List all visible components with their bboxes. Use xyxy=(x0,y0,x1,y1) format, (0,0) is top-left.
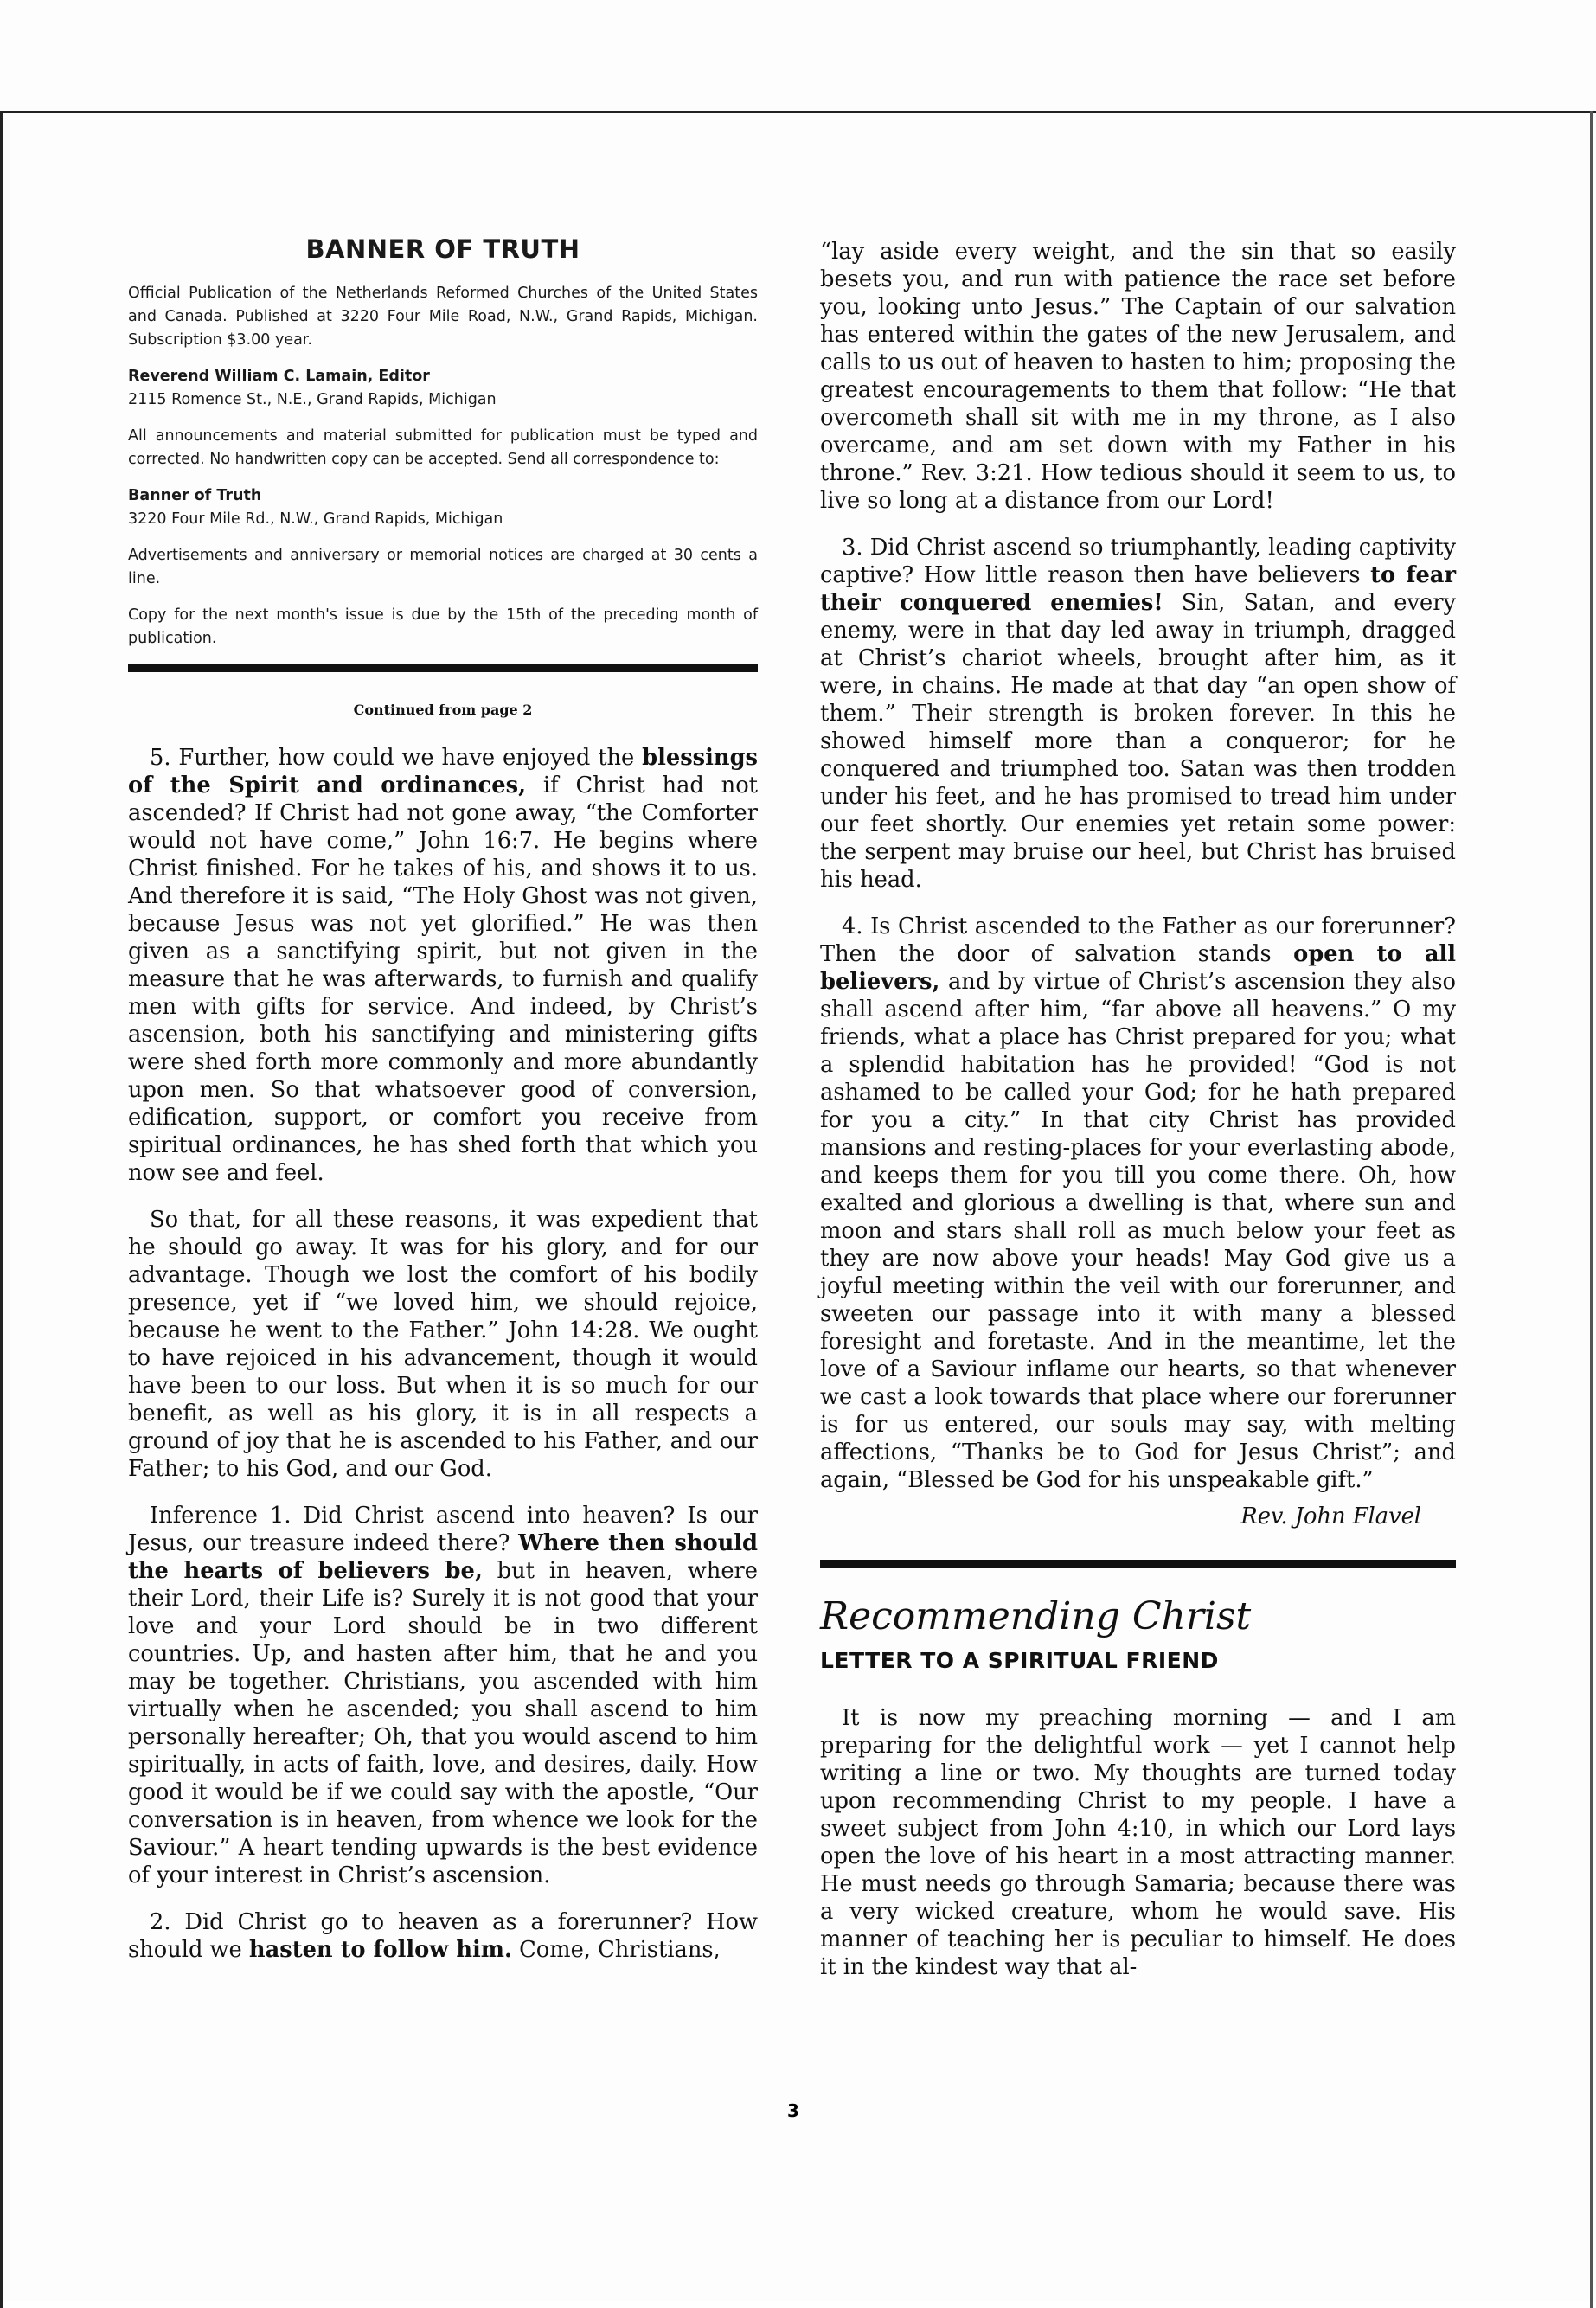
editor-address: 2115 Romence St., N.E., Grand Rapids, Michigan xyxy=(128,391,497,408)
masthead-intro: Official Publication of the Netherlands Reformed Churches of the United States and Canada. Published at 3220 Four Mile Road, N.W., Grand Rapids, Michigan. Subscription $3.00 year. xyxy=(128,285,758,349)
masthead-divider xyxy=(128,664,758,672)
author-signature: Rev. John Flavel xyxy=(1240,1503,1421,1529)
paragraph-inference-3 xyxy=(820,534,1456,894)
correspondence-address: 3220 Four Mile Rd., N.W., Grand Rapids, Michigan xyxy=(128,510,503,528)
text-run: 4. Is Christ ascended to the Father as our forerunner? Then the door of salvation stands xyxy=(820,914,1456,967)
text-run: Sin, Satan, and every enemy, were in that day led away in triumph, dragged at Christ’s chariot wheels, brought after him, as it were, in chains. He made at that day “an open show of them.” Their strength is broken forever. In this he showed himself more than a conqueror; for he conquered and triumphed too. Satan was then trodden under his feet, and he has promised to tread him under our feet shortly. Our enemies yet retain some power: the serpent may bruise our heel, but Christ has bruised his head. xyxy=(820,590,1456,893)
left-body xyxy=(128,744,758,1964)
paragraph-letter: It is now my preaching morning — and I am preparing for the delightful work — yet I cannot help writing a line or two. My thoughts are turned today upon recommending Christ to my people. I have a sweet subject from John 4:10, in which our Lord lays open the love of his heart in a most attracting manner. He must needs go through Samaria; because there was a very wicked creature, whom he would save. His manner of teaching her is peculiar to himself. He does it in the kindest way that al- xyxy=(820,1705,1456,1980)
text-emphasis: to fear their conquered enemies! xyxy=(820,562,1456,616)
advertising-notice: Advertisements and anniversary or memorial notices are charged at 30 cents a line. xyxy=(128,547,758,587)
continued-label: Continued from page 2 xyxy=(353,702,533,718)
article-body xyxy=(820,1704,1456,1981)
paragraph-inference-1 xyxy=(128,1502,758,1889)
text-run: if Christ had not ascended? If Christ had not gone away, “the Comforter would not have come,” John 16:7. He begins where Christ finished. For he takes of his, and shows it to us. And therefore it is said, “The Holy Ghost was not given, because Jesus was not yet glorified.” He was then given as a sanctifying spirit, but not given in the measure that he was afterwards, to furnish and qualify men with gifts for service. And indeed, by Christ’s ascension, both his sanctifying and ministering gifts were shed forth more commonly and more abundantly upon men. So that whatsoever good of conversion, edification, support, or comfort you receive from spiritual ordinances, he has shed forth that which you now see and feel. xyxy=(128,773,759,1186)
text-run: and by virtue of Christ’s ascension they also shall ascend after him, “far above all heavens.” O my friends, what a place has Christ prepared for you; what a splendid habitation has he provided! “God is not ashamed to be called your God; for he hath prepared for you a city.” In that city Christ has provided mansions and resting-places for your everlasting abode, and keeps them for you till you come there. Oh, how exalted and glorious a dwelling is that, where sun and moon and stars shall roll as much below your feet as they are now above your heads! May God give us a joyful meeting within the veil with our forerunner, and sweeten our passage into it with many a blessed foresight and foretaste. And in the meantime, let the love of a Saviour inflame our hearts, so that whenever we cast a look towards that place where our forerunner is for us entered, our souls may say, with melting affections, “Thanks be to God for Jesus Christ”; and again, “Blessed be God for his unspeakable gift.” xyxy=(820,969,1456,1493)
right-body xyxy=(820,238,1456,1494)
article-title: Recommending Christ xyxy=(820,1594,1252,1638)
editor-name: Reverend William C. Lamain, Editor xyxy=(128,368,430,385)
page-edge-right xyxy=(1590,111,1593,2308)
paragraph-inference-2 xyxy=(128,1908,758,1964)
article-divider xyxy=(820,1560,1456,1568)
paragraph-5 xyxy=(128,744,758,1187)
text-run: Come, Christians, xyxy=(511,1937,721,1963)
text-emphasis: Where then should the hearts of believers be, xyxy=(128,1530,759,1584)
masthead xyxy=(128,234,758,651)
paragraph-continuation: “lay aside every weight, and the sin that so easily besets you, and run with patience the race set before you, looking unto Jesus.” The Captain of our salvation has entered within the gates of the new Jerusalem, and calls to us out of heaven to hasten to him; proposing the greatest encouragements to them that follow: “He that overcometh shall sit with me in my throne, as I also overcame, and am set down with my Father in his throne.” Rev. 3:21. How tedious should it seem to us, to live so long at a distance from our Lord! xyxy=(820,239,1456,514)
text-run: Inference 1. Did Christ ascend into heaven? Is our Jesus, our treasure indeed there? xyxy=(128,1503,758,1556)
page-number: 3 xyxy=(787,2100,799,2121)
paragraph-inference-4 xyxy=(820,913,1456,1494)
right-column xyxy=(820,238,1456,2000)
masthead-title: BANNER OF TRUTH xyxy=(305,234,580,264)
text-emphasis: hasten to follow him. xyxy=(248,1937,512,1963)
text-run: 5. Further, how could we have enjoyed the xyxy=(150,745,643,771)
text-run: 3. Did Christ ascend so triumphantly, leading captivity captive? How little reason then have believers xyxy=(820,535,1456,588)
correspondence-name: Banner of Truth xyxy=(128,487,262,504)
left-column xyxy=(128,234,759,1983)
text-run: but in heaven, where their Lord, their Life is? Surely it is not good that your love and your Lord should be in two different countries. Up, and hasten after him, that he and you may be together. Christians, you ascended with him virtually when he ascended; you shall ascend to him personally hereafter; Oh, that you would ascend to him spiritually, in acts of faith, love, and desires, daily. How good it would be if we could say with the apostle, “Our conversation is in heaven, from whence we look for the Saviour.” A heart tending upwards is the best evidence of your interest in Christ’s ascension. xyxy=(128,1558,758,1888)
page-edge-left xyxy=(0,111,3,2308)
paragraph-expedient: So that, for all these reasons, it was expedient that he should go away. It was for his glory, and for our advantage. Though we lost the comfort of his bodily presence, yet if “we loved him, we should rejoice, because he went to the Father.” John 14:28. We ought to have rejoiced in his advancement, though it would have been to our loss. But when it is so much for our benefit, as well as his glory, it is in all respects a ground of joy that he is ascended to his Father, and our Father; to his God, and our God. xyxy=(128,1207,758,1482)
deadline-notice: Copy for the next month's issue is due by the 15th of the preceding month of publication. xyxy=(128,606,758,647)
text-emphasis: open to all believers, xyxy=(820,941,1456,995)
page-edge-top xyxy=(0,111,1596,113)
article-subtitle: LETTER TO A SPIRITUAL FRIEND xyxy=(820,1648,1219,1673)
text-run: 2. Did Christ go to heaven as a forerunner? How should we xyxy=(128,1909,758,1963)
text-emphasis: blessings of the Spirit and ordinances, xyxy=(128,745,758,798)
announcements-notice: All announcements and material submitted for publication must be typed and corrected. No handwritten copy can be accepted. Send all correspondence to: xyxy=(128,427,758,468)
